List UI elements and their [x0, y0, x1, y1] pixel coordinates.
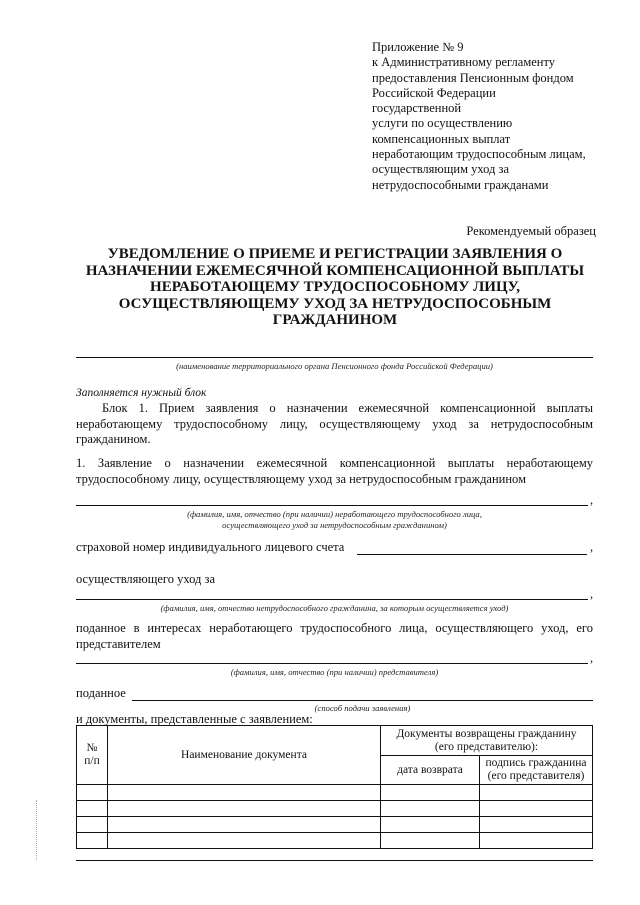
carer-caption-line: осуществляющего уход за нетрудоспособным гражданином) [222, 520, 447, 530]
table-cell[interactable] [381, 801, 480, 817]
disabled-caption: (фамилия, имя, отчество нетрудоспособного гражданина, за которым осуществляется уход) [160, 603, 509, 613]
header-number: № п/п [77, 726, 108, 785]
table-row [77, 833, 593, 849]
fill-note: Заполняется нужный блок [76, 387, 207, 399]
sample-label: Рекомендуемый образец [466, 224, 596, 238]
disabled-person-line[interactable] [76, 599, 588, 600]
method-caption: (способ подачи заявления) [314, 703, 411, 713]
snils-label: страховой номер индивидуального лицевого счета [76, 540, 345, 554]
table-cell[interactable] [480, 785, 593, 801]
snils-field[interactable] [357, 540, 587, 555]
table-cell[interactable] [77, 833, 108, 849]
table-cell[interactable] [108, 785, 381, 801]
title-line: ОСУЩЕСТВЛЯЮЩЕМУ УХОД ЗА НЕТРУДОСПОСОБНЫМ [118, 295, 552, 312]
table-cell[interactable] [480, 801, 593, 817]
table-cell[interactable] [77, 801, 108, 817]
interests-text: поданное в интересах неработающего трудоспособного лица, осуществляющего уход, его представителем [76, 621, 593, 651]
title-line: ГРАЖДАНИНОМ [272, 312, 398, 329]
title-line: УВЕДОМЛЕНИЕ О ПРИЕМЕ И РЕГИСТРАЦИИ ЗАЯВЛЕНИЯ О [107, 246, 563, 262]
table-cell[interactable] [77, 785, 108, 801]
header-returned: Документы возвращены гражданину (его представителю): [381, 726, 593, 756]
bottom-line [76, 860, 593, 861]
representative-caption: (фамилия, имя, отчество (при наличии) представителя) [230, 667, 439, 677]
margin-dots [36, 800, 37, 860]
table-cell[interactable] [480, 817, 593, 833]
comma: , [590, 540, 594, 554]
organ-name-line[interactable] [76, 357, 593, 358]
table-cell[interactable] [108, 817, 381, 833]
representative-line[interactable] [76, 663, 588, 664]
header-signature: подпись гражданина (его представителя) [480, 756, 593, 785]
documents-table [76, 725, 593, 849]
header-document-name: Наименование документа [108, 726, 381, 785]
submitted-label: поданное [76, 686, 126, 700]
submission-method-field[interactable] [132, 686, 593, 701]
table-cell[interactable] [480, 833, 593, 849]
comma: , [590, 493, 594, 507]
table-cell[interactable] [108, 833, 381, 849]
table-cell[interactable] [381, 833, 480, 849]
table-cell[interactable] [381, 785, 480, 801]
header-return-date: дата возврата [381, 756, 480, 785]
carer-name-line[interactable] [76, 505, 588, 506]
table-cell[interactable] [108, 801, 381, 817]
documents-intro: и документы, представленные с заявлением: [76, 712, 313, 726]
table-row [77, 801, 593, 817]
comma: , [590, 587, 594, 601]
title-line: НЕРАБОТАЮЩЕМУ ТРУДОСПОСОБНОМУ ЛИЦУ, [150, 279, 520, 296]
carer-caption-line: (фамилия, имя, отчество (при наличии) неработающего трудоспособного лица, [187, 509, 482, 519]
care-for-label: осуществляющего уход за [76, 572, 216, 586]
table-row [77, 785, 593, 801]
table-row [77, 817, 593, 833]
table-cell[interactable] [77, 817, 108, 833]
document-title [80, 246, 590, 329]
annex-header: Приложение № 9 к Административному регламенту предоставления Пенсионным фондом Российской Федерации государственной услуги по осуществлению компенсационных выплат неработающим трудоспособным лицам, осуществляющим уход за нетрудоспособными гражданами [372, 40, 586, 192]
block-1-text: Блок 1. Прием заявления о назначении ежемесячной компенсационной выплаты неработающему трудоспособному лицу, осуществляющему уход за нетрудоспособным гражданином. [76, 401, 593, 446]
carer-caption [76, 509, 593, 531]
item-1-text: 1. Заявление о назначении ежемесячной компенсационной выплаты неработающему трудоспособному лицу, осуществляющему уход за нетрудоспособным гражданином [76, 456, 593, 486]
title-line: НАЗНАЧЕНИИ ЕЖЕМЕСЯЧНОЙ КОМПЕНСАЦИОННОЙ ВЫПЛАТЫ [85, 262, 585, 279]
comma: , [590, 651, 594, 665]
organ-caption: (наименование территориального органа Пенсионного фонда Российской Федерации) [176, 361, 493, 371]
table-cell[interactable] [381, 817, 480, 833]
